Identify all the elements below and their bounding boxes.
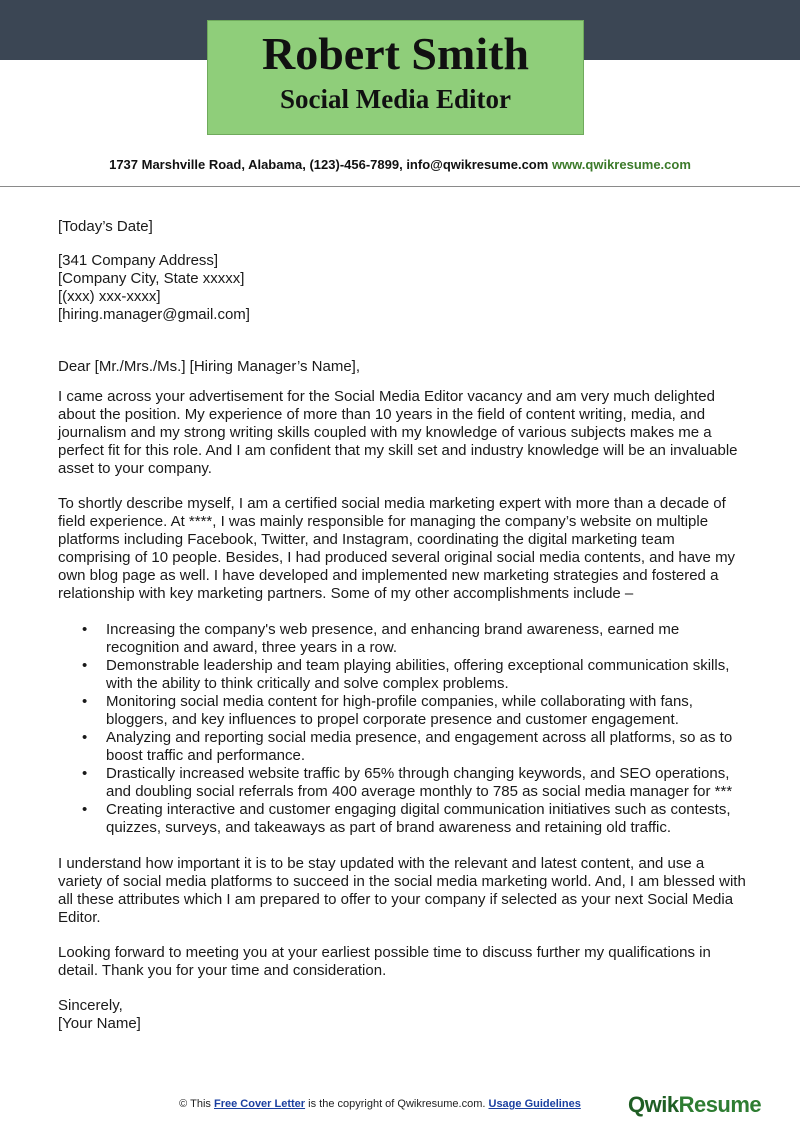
paragraph-experience: To shortly describe myself, I am a certified social media marketing expert with more than a decade of field experience. At ****, I was mainly responsible for managing the company’s website on multiple platforms including Facebook, Twitter, and Instagram, coordinating the digital marketing team comprising of 10 people. Besides, I had produced several original social media contents, and have my own blog page as well. I have developed and implemented new marketing strategies and fostered a relationship with key marketing partners. Some of my other accomplishments include – [58,495,736,602]
letter-body [58,218,748,1033]
list-item: • Drastically increased website traffic by 65% through changing keywords, and SEO operations, and doubling social referrals from 400 average monthly to 785 as social media manager for *** [58,765,748,801]
job-title: Social Media Editor [280,84,511,114]
list-item: • Increasing the company's web presence, and enhancing brand awareness, earned me recognition and award, three years in a row. [58,621,748,657]
qwikresume-logo[interactable] [628,1092,761,1118]
logo-part-qwik: Qwik [628,1092,679,1117]
paragraph-intro: I came across your advertisement for the Social Media Editor vacancy and am very much delighted about the position. My experience of more than 10 years in the field of content writing, media, and journalism and my strong writing skills coupled with my knowledge of various subjects makes me a perfect fit for this role. And I am confident that my skill set and industry knowledge will be an invaluable asset to your company. [58,388,738,477]
contact-details: 1737 Marshville Road, Alabama, (123)-456-7899, info@qwikresume.com [109,157,549,172]
logo-part-resume: Resume [678,1092,762,1117]
paragraph-attributes: I understand how important it is to be stay updated with the relevant and latest content, and use a variety of social media platforms to succeed in the social media marketing world. And, I am blessed with all these attributes which I am prepared to offer to your company if selected as your next Social Media Editor. [58,855,746,926]
accomplishments-list [58,621,748,837]
address-line: [(xxx) xxx-xxxx] [58,288,161,305]
website-link[interactable]: www.qwikresume.com [551,157,691,172]
header-divider [0,186,800,187]
contact-line [0,157,800,172]
usage-guidelines-link[interactable]: Usage Guidelines [488,1098,581,1110]
applicant-name: Robert Smith [261,28,530,79]
letter-date: [Today’s Date] [58,218,153,235]
address-line: [Company City, State xxxxx] [58,270,245,287]
address-line: [341 Company Address] [58,252,219,269]
salutation: Dear [Mr./Mrs./Ms.] [Hiring Manager’s Name], [58,358,361,375]
list-item: • Monitoring social media content for high-profile companies, while collaborating with fans, bloggers, and key influences to propel corporate presence and customer engagement. [58,693,748,729]
paragraph-closing: Looking forward to meeting you at your earliest possible time to discuss further my qualifications in detail. Thank you for your time and consideration. [58,944,711,979]
list-item: • Analyzing and reporting social media presence, and engagement across all platforms, so as to boost traffic and performance. [58,729,748,765]
copyright-middle: is the copyright of Qwikresume.com. [308,1098,486,1110]
signature: [Your Name] [58,1015,141,1032]
closing: Sincerely, [58,997,123,1014]
name-box [207,20,584,135]
list-item: • Creating interactive and customer engaging digital communication initiatives such as contests, quizzes, surveys, and takeaways as part of brand awareness and retaining old traffic. [58,801,748,837]
address-line: [hiring.manager@gmail.com] [58,306,250,323]
copyright-prefix: © This [179,1098,211,1110]
free-cover-letter-link[interactable]: Free Cover Letter [213,1098,306,1110]
list-item: • Demonstrable leadership and team playing abilities, offering exceptional communication skills, with the ability to think critically and solve complex problems. [58,657,748,693]
